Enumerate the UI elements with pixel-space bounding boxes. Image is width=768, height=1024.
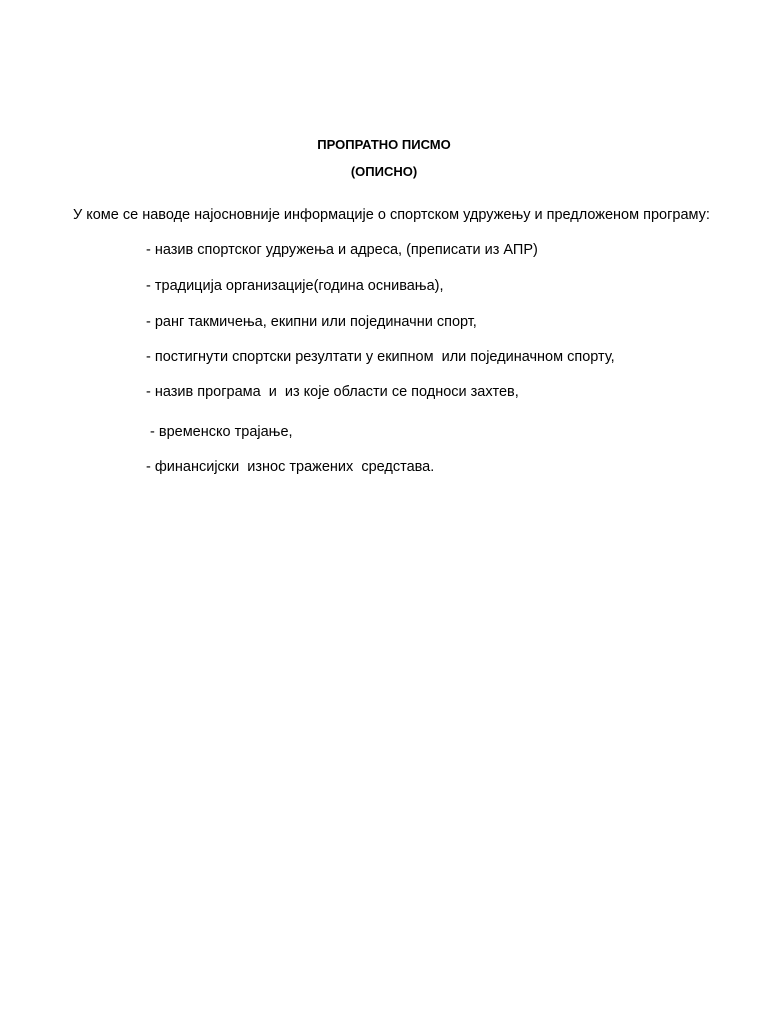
list-item: - традиција организације(година оснивања), <box>146 278 444 294</box>
document-subtitle: (ОПИСНО) <box>350 164 418 179</box>
document-title: ПРОПРАТНО ПИСМО <box>317 137 451 152</box>
list-item: - финансијски износ тражених средстава. <box>146 459 435 475</box>
list-item: - назив спортског удружења и адреса, (преписати из АПР) <box>146 242 538 258</box>
list-item: - назив програма и из које области се подноси захтев, <box>146 384 519 400</box>
list-item: - ранг такмичења, екипни или појединачни спорт, <box>146 314 477 330</box>
list-item: - постигнути спортски резултати у екипном или појединачном спорту, <box>146 349 615 365</box>
list-item: - временско трајање, <box>146 424 293 440</box>
intro-paragraph: У коме се наводе најосновније информације о спортском удружењу и предложеном програму: <box>73 207 710 223</box>
